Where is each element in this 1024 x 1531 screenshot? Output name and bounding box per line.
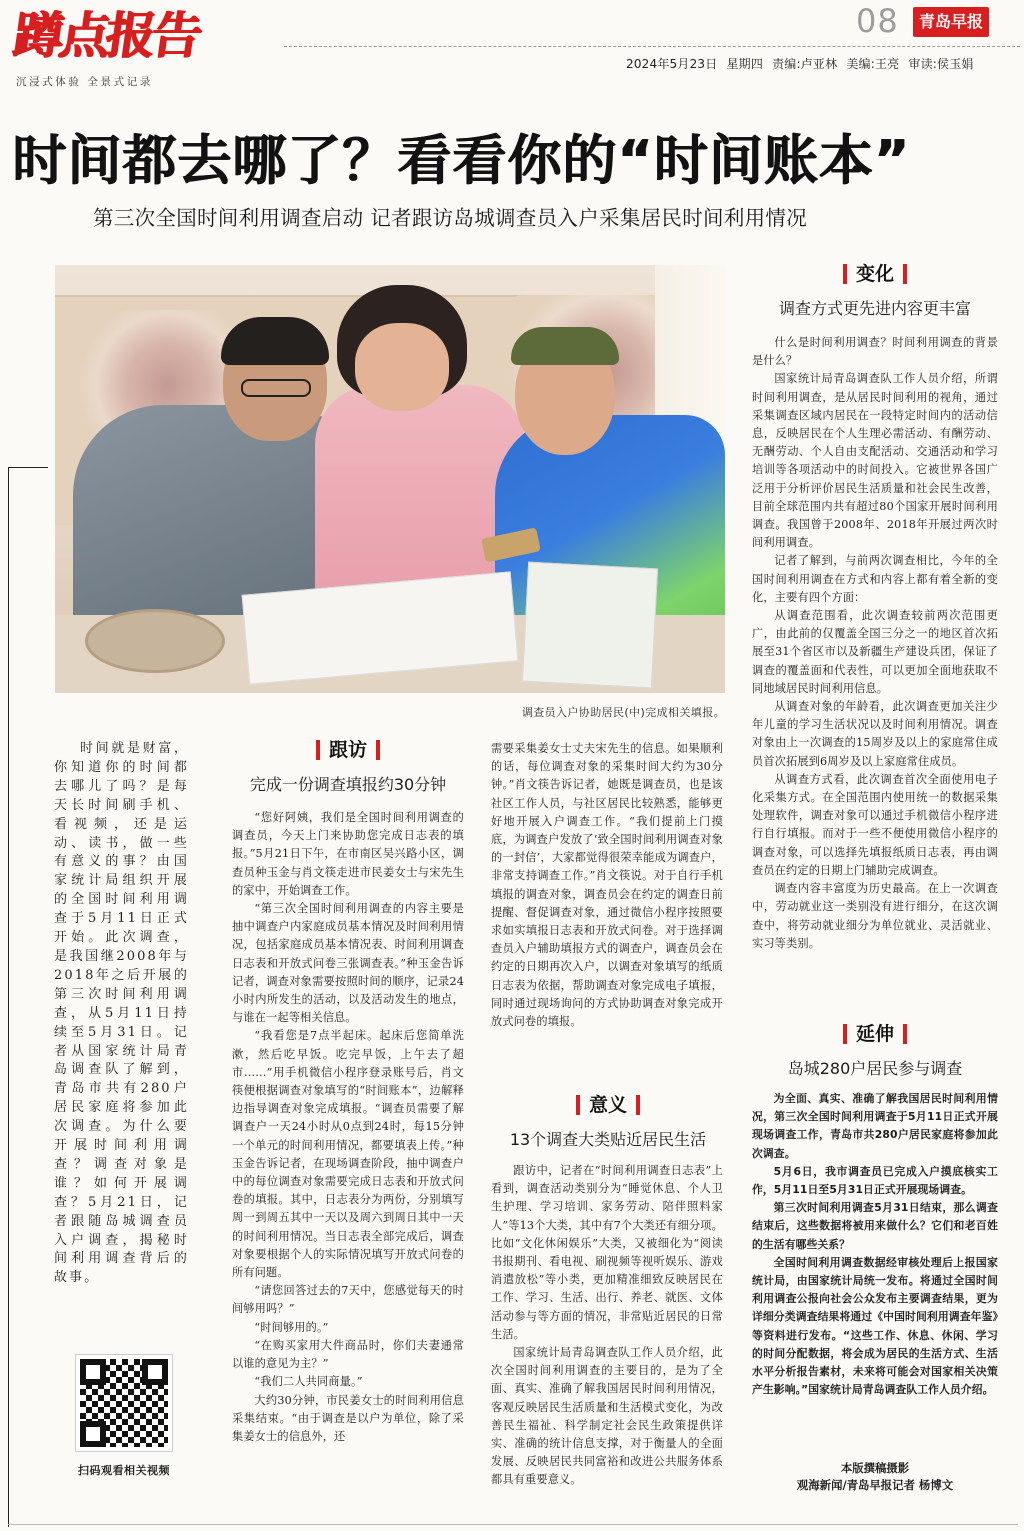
news-photo [55,265,725,693]
body-paragraph: 为全面、真实、准确了解我国居民时间利用情况，第三次全国时间利用调查于5月11日正式开展现场调查工作，青岛市共280户居民家庭将参加此次调查。 [752,1092,998,1160]
body-paragraph: “第三次全国时间利用调查的内容主要是抽中调查户内家庭成员基本情况及时间利用情况，包括家庭成员基本情况表、时间利用调查日志表和开放式问卷三张调查表。”种玉金告诉记者，调查对象需要按照时间的顺序，记录24小时内所发生的活动，以及活动发生的地点，与谁在一起等相关信息。 [232,902,464,1025]
byline-line-1: 本版撰稿摄影 [840,1461,910,1475]
body-paragraph: 大约30分钟，市民姜女士的时间利用信息采集结束。“由于调查是以户为单位，除了采集姜女士的信息外，还 [232,1393,464,1443]
section-change-subtitle: 调查方式更先进内容更丰富 [778,299,971,318]
section-bar [903,1024,907,1044]
body-paragraph: “我看您是7点半起床。起床后您简单洗漱，然后吃早饭。吃完早饭，上午去了超市……”用手机微信小程序登录账号后，肖文筷便根据调查对象填写的“时间账本”，边解释边指导调查对象完成填报。“调查员需要了解调查户一天24小时从0点到24时，每15分钟一个单元的时间利用情况，都要填表上传。”种玉金告诉记者，在现场调查阶段，抽中调查户中的每位调查对象需要完成日志表和开放式问卷的填报。其中，日志表分为两份，分别填写周一到周五其中一天以及周六到周日其中一天的时间利用情况。当日志表全部完成后，调查对象要根据个人的实际情况填写开放式问卷的所有问题。 [232,1029,464,1280]
intro-rule [8,467,48,468]
column-slogan: 沉浸式体验 全景式记录 [16,76,153,88]
photo-plate [85,609,225,673]
body-paragraph: 从调查方式看，此次调查首次全面使用电子化采集方式。在全国范围内使用统一的数据采集处理软件，调查对象可以通过手机微信小程序进行自行填报。而对于一些不便使用微信小程序的调查对象，可以选择先填报纸质日志表，再由调查员在约定的日期上门辅助完成调查。 [752,772,998,877]
column-rule-left [8,467,9,1527]
body-paragraph: 国家统计局青岛调查队工作人员介绍，此次全国时间利用调查的主要目的，是为了全面、真实、准确了解我国居民时间利用情况，客观反映居民生活质量和生活模式变化，为改善民生福祉、科学制定社会民生政策提供详实、准确的统计信息支撑，对于衡量人的全面发展、反映居民共同富裕和改进公共服务体系都具有重要意义。 [491,1346,723,1487]
section-meaning-tag: 意义 [588,1094,627,1116]
qr-finder-tr [142,1359,168,1385]
masthead [0,0,1024,100]
qr-finder-bl [80,1421,106,1447]
section-bar [376,740,380,760]
photo-girl-headband [511,327,619,365]
body-paragraph: 需要采集姜女士丈夫宋先生的信息。如果顺利的话，每位调查对象的采集时间大约为30分钟。”肖文筷告诉记者，她既是调查员，也是该社区工作人员，与社区居民比较熟悉，能够更好地开展入户调查工作。“我们提前上门摸底，为调查户发放了‘致全国时间利用调查对象的一封信’，大家都觉得很荣幸能成为调查户，非常支持调查工作。”肖文筷说。对于自行手机填报的调查对象，调查员会在约定的调查日前提醒、督促调查对象，通过微信小程序按照要求如实填报日志表和开放式问卷。对于选择调查员入户辅助填报方式的调查户，调查员会在约定的日期再次入户，以调查对象填写的纸质日志表为依据，帮助调查对象完成电子填报，同时通过现场询问的方式协助调查对象完成开放式问卷的填报。 [491,742,723,1029]
byline-line-2: 观海新闻/青岛早报记者 杨博文 [796,1478,954,1492]
masthead-rule [284,46,1020,47]
page-bottom-rule [8,1524,1018,1525]
body-paragraph: “时间够用的。” [254,1320,329,1334]
section-change-column [752,334,998,953]
body-paragraph: 从调查范围看，此次调查较前两次范围更广，由此前的仅覆盖全国三分之一的地区首次拓展至31个省区市以及新疆生产建设兵团，保证了调查的覆盖面和代表性，可以更加全面地获取不同地域居民时间利用信息。 [752,609,998,695]
section-bar [843,1024,847,1044]
section-visit-subtitle: 完成一份调查填报约30分钟 [249,775,447,794]
section-meaning-column [491,1162,723,1490]
photo-man-glasses [241,379,311,397]
qr-finder-tl [80,1359,106,1385]
body-paragraph: 5月6日，我市调查员已完成入户摸底核实工作，5月11日至5月31日正式开展现场调查。 [752,1164,998,1197]
section-visit-header [230,738,466,795]
body-paragraph: 从调查对象的年龄看，此次调查更加关注少年儿童的学习生活状况以及时间利用情况。调查对象由上一次调查的15周岁及以上的家庭常住成员首次拓展到6周岁及以上家庭常住成员。 [752,700,998,768]
section-visit-column-2 [491,740,723,1031]
qr-caption: 扫码观看相关视频 [78,1464,170,1477]
intro-column [54,740,189,1288]
section-visit-tag: 跟访 [328,739,367,761]
headline: 时间都去哪了？看看你的“时间账本” [12,129,910,192]
body-paragraph: 跟访中，记者在“时间利用调查日志表”上看到，调查活动类别分为“睡觉休息、个人卫生护理、学习培训、家务劳动、陪伴照料家人”等13个大类，其中有7个大类还有细分项。比如“文化休闲娱乐”大类，又被细化为“阅读书报期刊、看电视、刷视频等视听娱乐、游戏消遣放松”等小类，更加精准细致反映居民在工作、学习、生活、出行、养老、就医、文体活动参与等方面的情况，非常贴近居民的日常生活。 [491,1164,723,1341]
section-bar [903,264,907,284]
section-extend-subtitle: 岛城280户居民参与调查 [787,1059,963,1078]
photo-caption: 调查员入户协助居民(中)完成相关填报。 [521,706,725,719]
section-bar [636,1095,640,1115]
section-visit-column-1 [232,809,464,1446]
column-logo: 蹲点报告 [9,7,203,65]
section-bar [576,1095,580,1115]
subheadline: 第三次全国时间利用调查启动 记者跟访岛城调查员入户采集居民时间利用情况 [93,206,808,230]
body-paragraph: “请您回答过去的7天中，您感觉每天的时间够用吗？” [232,1284,464,1316]
date-editor-line: 2024年5月23日 星期四 责编:卢亚林 美编:王亮 审读:侯玉娟 [626,57,974,71]
body-paragraph: “在购买家用大件商品时，你们夫妻通常以谁的意见为主？” [232,1338,464,1371]
intro-paragraph: 时间就是财富，你知道你的时间都去哪儿了吗？是每天长时间刷手机、看视频，还是运动、读书，做一些有意义的事？由国家统计局组织开展的全国时间利用调查于5月11日正式开始。此次调查，是我国继2008年与2018年之后开展的第三次时间利用调查，从5月11日持续至5月31日。记者从国家统计局青岛调查队了解到，青岛市共有280户居民家庭将参加此次调查。为什么要开展时间利用调查？调查对象是谁？如何开展调查？5月21日，记者跟随岛城调查员入户调查，揭秘时间利用调查背后的故事。 [54,741,189,1286]
body-paragraph: 记者了解到，与前两次调查相比，今年的全国时间利用调查在方式和内容上都有着全新的变化，主要有四个方面： [752,554,998,604]
body-paragraph: 全国时间利用调查数据经审核处理后上报国家统计局，由国家统计局统一发布。将通过全国时间利用调查公报向社会公众发布主要调查结果，更为详细分类调查结果将通过《中国时间利用调查年鉴》等资料进行发布。“这些工作、休息、休闲、学习的时间分配数据，将会成为居民的生活方式、生活水平分析报告素材，未来将可能会对国家相关决策产生影响。”国家统计局青岛调查队工作人员介绍。 [752,1255,998,1397]
photo-woman-face [355,323,449,411]
body-paragraph: 什么是时间利用调查？时间利用调查的背景是什么？ [752,336,998,368]
qr-code[interactable] [76,1355,172,1451]
photo-survey-form-2 [522,562,658,689]
section-bar [316,740,320,760]
section-extend-tag: 延伸 [855,1023,894,1045]
section-meaning-header [490,1093,726,1150]
newspaper-logo: 青岛早报 [913,7,989,37]
body-paragraph: “您好阿姨，我们是全国时间利用调查的调查员，今天上门来协助您完成日志表的填报。”5月21日下午，在市南区吴兴路小区，调查员种玉金与肖文筷走进市民姜女士与宋先生的家中，开始调查工作。 [232,811,464,897]
page-number: 08 [856,2,899,40]
section-change-tag: 变化 [855,263,894,285]
body-paragraph: 第三次时间利用调查5月31日结束，那么调查结束后，这些数据将被用来做什么？它们和老百姓的生活有哪些关系？ [752,1201,998,1251]
section-extend-column [752,1090,998,1399]
section-bar [843,264,847,284]
section-meaning-subtitle: 13个调查大类贴近居民生活 [509,1130,707,1149]
body-paragraph: “我们二人共同商量。” [254,1375,363,1389]
body-paragraph: 调查内容丰富度为历史最高。在上一次调查中，劳动就业这一类别没有进行细分，在这次调查中，将劳动就业细分为单位就业、灵活就业、实习等类别。 [752,882,998,950]
section-change-header [752,262,998,319]
body-paragraph: 国家统计局青岛调查队工作人员介绍，所谓时间利用调查，是从居民时间利用的视角，通过采集调查区域内居民在一段特定时间内的活动信息，反映居民在个人生理必需活动、有酬劳动、无酬劳动、个人自由支配活动、交通活动和学习培训等各项活动中的时间投入。它被世界各国广泛用于分析评价居民生活质量和社会民生改善，目前全球范围内共有超过80个国家开展时间利用调查。我国曾于2008年、2018年开展过两次时间利用调查。 [752,372,998,550]
section-extend-header [752,1022,998,1079]
photo-man-hair [221,317,329,365]
byline [752,1460,998,1494]
